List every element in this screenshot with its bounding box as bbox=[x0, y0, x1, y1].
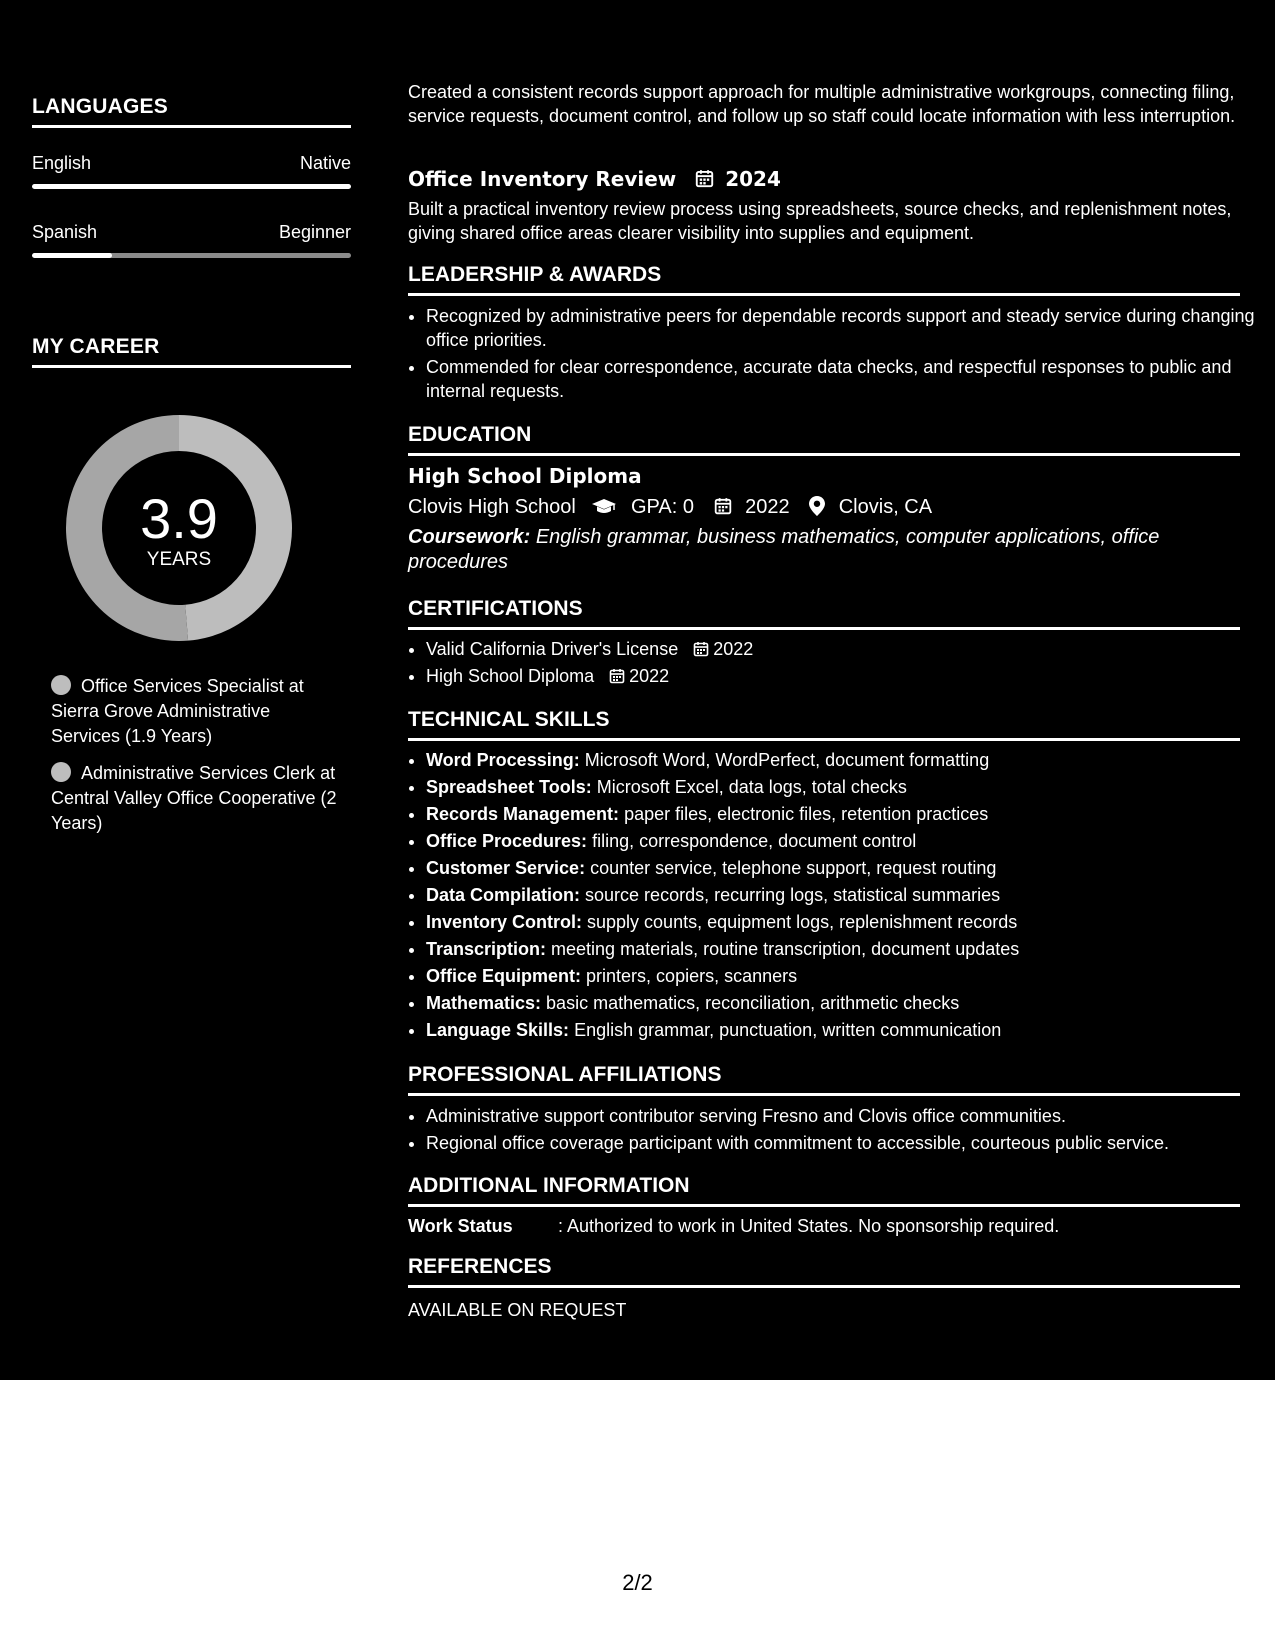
certifications-list bbox=[408, 637, 1256, 691]
skills-list bbox=[408, 748, 1256, 1045]
sidebar bbox=[0, 0, 378, 1380]
skill-item: • Transcription: meeting materials, routine transcription, document updates bbox=[426, 937, 1256, 961]
list-item: • Commended for clear correspondence, accurate data checks, and respectful responses to public and internal requests. bbox=[426, 355, 1256, 403]
calendar-icon bbox=[693, 641, 709, 657]
project-year: 2024 bbox=[725, 167, 781, 191]
skill-item: • Word Processing: Microsoft Word, WordPerfect, document formatting bbox=[426, 748, 1256, 772]
skills-heading: TECHNICAL SKILLS bbox=[408, 708, 1240, 741]
intro-paragraph: Created a consistent records support approach for multiple administrative workgroups, connecting filing, service requests, document control, and follow up so staff could locate information with less interruption. bbox=[408, 82, 1236, 126]
language-level: Beginner bbox=[278, 222, 351, 242]
page-number: 2/2 bbox=[622, 1570, 653, 1595]
work-status-value: : Authorized to work in United States. No sponsorship required. bbox=[558, 1216, 1060, 1236]
work-status-label: Work Status bbox=[408, 1216, 513, 1236]
leadership-heading: LEADERSHIP & AWARDS bbox=[408, 263, 1240, 296]
language-bar-english bbox=[32, 184, 351, 189]
education-degree: High School Diploma bbox=[408, 464, 642, 488]
languages-heading: LANGUAGES bbox=[32, 95, 351, 128]
graduation-cap-icon bbox=[591, 498, 617, 516]
affiliations-heading: PROFESSIONAL AFFILIATIONS bbox=[408, 1063, 1240, 1096]
education-gpa: GPA: 0 bbox=[630, 496, 694, 518]
education-year: 2022 bbox=[745, 496, 790, 518]
references-heading: REFERENCES bbox=[408, 1255, 1240, 1288]
language-row-english bbox=[32, 153, 351, 174]
career-list bbox=[51, 674, 341, 848]
skill-item: • Records Management: paper files, electronic files, retention practices bbox=[426, 802, 1256, 826]
additional-info-heading: ADDITIONAL INFORMATION bbox=[408, 1174, 1240, 1207]
career-total-value: 3.9 bbox=[140, 487, 218, 550]
career-item: Administrative Services Clerk at Central Valley Office Cooperative (2 Years) bbox=[51, 763, 337, 833]
education-heading: EDUCATION bbox=[408, 423, 1240, 456]
calendar-icon bbox=[695, 169, 714, 188]
list-item: • Recognized by administrative peers for dependable records support and steady service during changing office priorities. bbox=[426, 304, 1256, 352]
certifications-heading: CERTIFICATIONS bbox=[408, 597, 1240, 630]
coursework-text: English grammar, business mathematics, computer applications, office procedures bbox=[408, 526, 1160, 573]
skill-item: • Language Skills: English grammar, punctuation, written communication bbox=[426, 1018, 1256, 1042]
certification-item: • High School Diploma 2022 bbox=[426, 664, 1256, 688]
education-location: Clovis, CA bbox=[838, 496, 933, 518]
career-heading: MY CAREER bbox=[32, 335, 351, 368]
project-title: Office Inventory Review bbox=[408, 167, 677, 191]
career-item: Office Services Specialist at Sierra Grove Administrative Services (1.9 Years) bbox=[51, 676, 304, 746]
language-bar-fill bbox=[32, 253, 112, 258]
education-details bbox=[408, 494, 932, 520]
language-bar-spanish bbox=[32, 253, 351, 258]
career-bullet-icon bbox=[51, 762, 71, 782]
language-name: Spanish bbox=[32, 222, 98, 242]
language-name: English bbox=[32, 153, 92, 173]
list-item: • Administrative support contributor serving Fresno and Clovis office communities. bbox=[426, 1104, 1256, 1128]
affiliations-list bbox=[408, 1104, 1256, 1158]
skill-item: • Office Procedures: filing, correspondence, document control bbox=[426, 829, 1256, 853]
education-school: Clovis High School bbox=[408, 496, 576, 518]
skill-item: • Office Equipment: printers, copiers, scanners bbox=[426, 964, 1256, 988]
project-title-line bbox=[408, 167, 781, 191]
work-status-row bbox=[408, 1216, 1059, 1237]
references-text: AVAILABLE ON REQUEST bbox=[408, 1300, 627, 1320]
language-level: Native bbox=[299, 153, 351, 173]
list-item: • Regional office coverage participant with commitment to accessible, courteous public service. bbox=[426, 1131, 1256, 1155]
career-total-unit: YEARS bbox=[146, 549, 212, 570]
skill-item: • Spreadsheet Tools: Microsoft Excel, data logs, total checks bbox=[426, 775, 1256, 799]
location-pin-icon bbox=[809, 496, 825, 516]
career-bullet-icon bbox=[51, 675, 71, 695]
calendar-icon bbox=[609, 668, 625, 684]
skill-item: • Mathematics: basic mathematics, reconciliation, arithmetic checks bbox=[426, 991, 1256, 1015]
calendar-icon bbox=[714, 497, 732, 515]
skill-item: • Inventory Control: supply counts, equipment logs, replenishment records bbox=[426, 910, 1256, 934]
main-content bbox=[378, 0, 1275, 1380]
language-bar-fill bbox=[32, 184, 351, 189]
certification-item: • Valid California Driver's License 2022 bbox=[426, 637, 1256, 661]
coursework-label: Coursework: bbox=[408, 526, 531, 548]
leadership-list bbox=[408, 304, 1256, 406]
education-coursework bbox=[408, 525, 1238, 575]
skill-item: • Data Compilation: source records, recurring logs, statistical summaries bbox=[426, 883, 1256, 907]
skill-item: • Customer Service: counter service, telephone support, request routing bbox=[426, 856, 1256, 880]
career-donut-chart bbox=[66, 415, 292, 641]
language-row-spanish bbox=[32, 222, 351, 243]
project-description: Built a practical inventory review process using spreadsheets, source checks, and replenishment notes, giving shared office areas clearer visibility into supplies and equipment. bbox=[408, 199, 1232, 243]
